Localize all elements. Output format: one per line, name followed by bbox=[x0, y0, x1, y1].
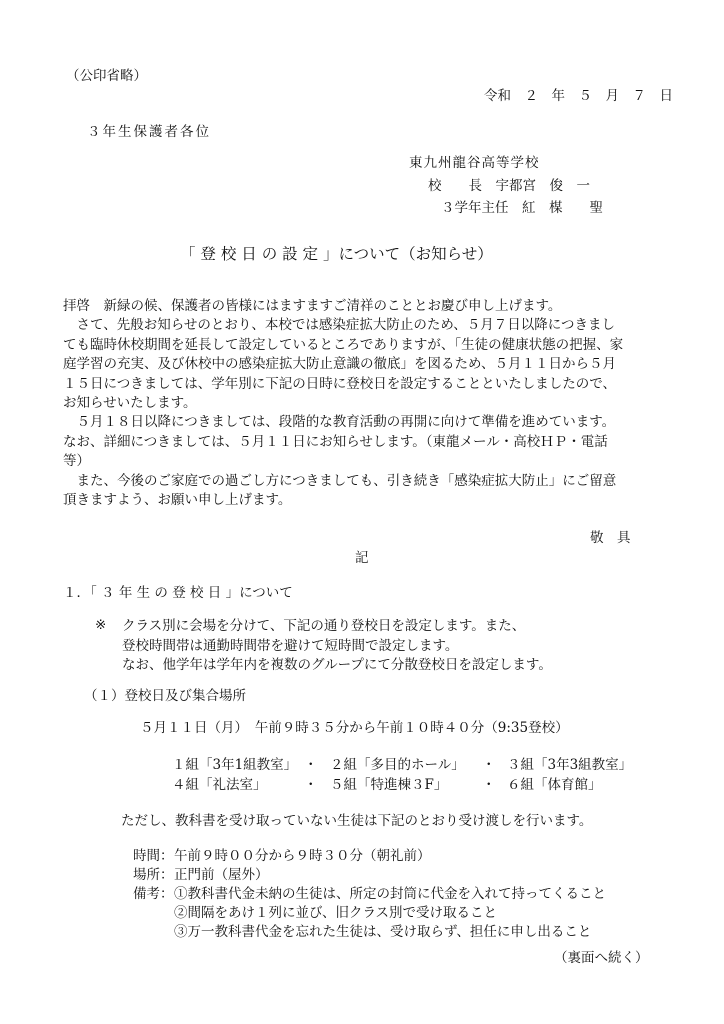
room-item: ４組「礼法室」 bbox=[172, 777, 267, 793]
body-line: なお、詳細につきましては、５月１１日にお知らせします。（東龍メール・高校ＨＰ・電話 bbox=[63, 433, 608, 450]
ki-marker: 記 bbox=[355, 550, 369, 566]
note-line: クラス別に会場を分けて、下記の通り登校日を設定します。また、 bbox=[122, 618, 526, 634]
room-item: ２組「多目的ホール」 bbox=[330, 757, 465, 773]
note-mark: ※ bbox=[95, 617, 107, 633]
body-line: 等） bbox=[63, 453, 90, 470]
body-line: 庭学習の充実、及び休校中の感染症拡大防止意識の徹底」を図るため、５月１１日から５月 bbox=[63, 356, 616, 373]
schedule-line: ５月１１日（月） 午前９時３５分から午前１０時４０分（9:35登校） bbox=[140, 720, 569, 736]
room-separator: ・ bbox=[482, 757, 496, 773]
detail-label: 備考： bbox=[133, 886, 174, 902]
document-title: 「 登 校 日 の 設 定 」について（お知らせ） bbox=[180, 245, 493, 263]
detail-label: 時間： bbox=[133, 848, 174, 864]
body-line: さて、先般お知らせのとおり、本校では感染症拡大防止のため、５月７日以降につきまし bbox=[63, 317, 616, 334]
room-item: ６組「体育館」 bbox=[507, 777, 602, 793]
room-separator: ・ bbox=[482, 777, 496, 793]
textbook-intro: ただし、教科書を受け取っていない生徒は下記のとおり受け渡しを行います。 bbox=[121, 813, 593, 829]
principal-name: 校 長 宇都宮 俊 一 bbox=[428, 178, 590, 194]
body-line: ５月１８日以降につきましては、段階的な教育活動の再開に向けて準備を進めています。 bbox=[63, 414, 616, 431]
detail-text: 正門前（屋外） bbox=[174, 867, 269, 883]
body-line: ても臨時休校期間を延長して設定しているところでありますが、「生徒の健康状態の把握、家 bbox=[63, 336, 624, 353]
detail-label: 場所： bbox=[133, 867, 174, 883]
note-block bbox=[122, 617, 552, 676]
addressee: ３年生保護者各位 bbox=[87, 124, 211, 140]
detail-text: ②間隔をあけ１列に並び、旧クラス別で受け取ること bbox=[174, 905, 498, 921]
body-line: お知らせいたします。 bbox=[63, 395, 197, 412]
detail-text: 午前９時００分から９時３０分（朝礼前） bbox=[174, 848, 431, 864]
body-line: 拝啓 新緑の候、保護者の皆様にはますますご清祥のこととお慶び申し上げます。 bbox=[63, 298, 562, 314]
room-separator: ・ bbox=[304, 777, 318, 793]
room-item: １組「3年1組教室」 bbox=[172, 757, 298, 773]
continued-on-back: （裏面へ続く） bbox=[554, 950, 649, 966]
body-line: １５日につきましては、学年別に下記の日時に登校日を設定することといたしましたので、 bbox=[63, 375, 616, 392]
room-item: ５組「特進棟３F」 bbox=[330, 777, 448, 793]
note-line: なお、他学年は学年内を複数のグループにて分散登校日を設定します。 bbox=[122, 657, 552, 673]
school-name: 東九州龍谷高等学校 bbox=[409, 155, 540, 171]
sub-heading: （１）登校日及び集合場所 bbox=[84, 688, 246, 704]
note-line: 登校時間帯は通勤時間帯を避けて短時間で設定します。 bbox=[122, 637, 459, 654]
body-line: また、今後のご家庭での過ごし方につきましても、引き続き「感染症拡大防止」にご留意 bbox=[63, 472, 617, 489]
detail-text: ③万一教科書代金を忘れた生徒は、受け取らず、担任に申し出ること bbox=[174, 924, 592, 940]
detail-text: ①教科書代金未納の生徒は、所定の封筒に代金を入れて持ってくること bbox=[174, 886, 606, 902]
room-separator: ・ bbox=[304, 757, 318, 773]
grade-head-name: ３学年主任 紅 楳 聖 bbox=[441, 200, 603, 216]
section-heading: １．「 ３ 年 生 の 登 校 日 」について bbox=[63, 585, 293, 601]
room-item: ３組「3年3組教室」 bbox=[507, 757, 633, 773]
letter-body bbox=[63, 297, 663, 510]
body-line: 頂きますよう、お願い申し上げます。 bbox=[63, 492, 292, 509]
seal-omitted-note: （公印省略） bbox=[66, 68, 147, 84]
closing-keigu: 敬 具 bbox=[590, 530, 631, 546]
issue-date: 令和 ２ 年 ５ 月 ７ 日 bbox=[484, 88, 673, 104]
